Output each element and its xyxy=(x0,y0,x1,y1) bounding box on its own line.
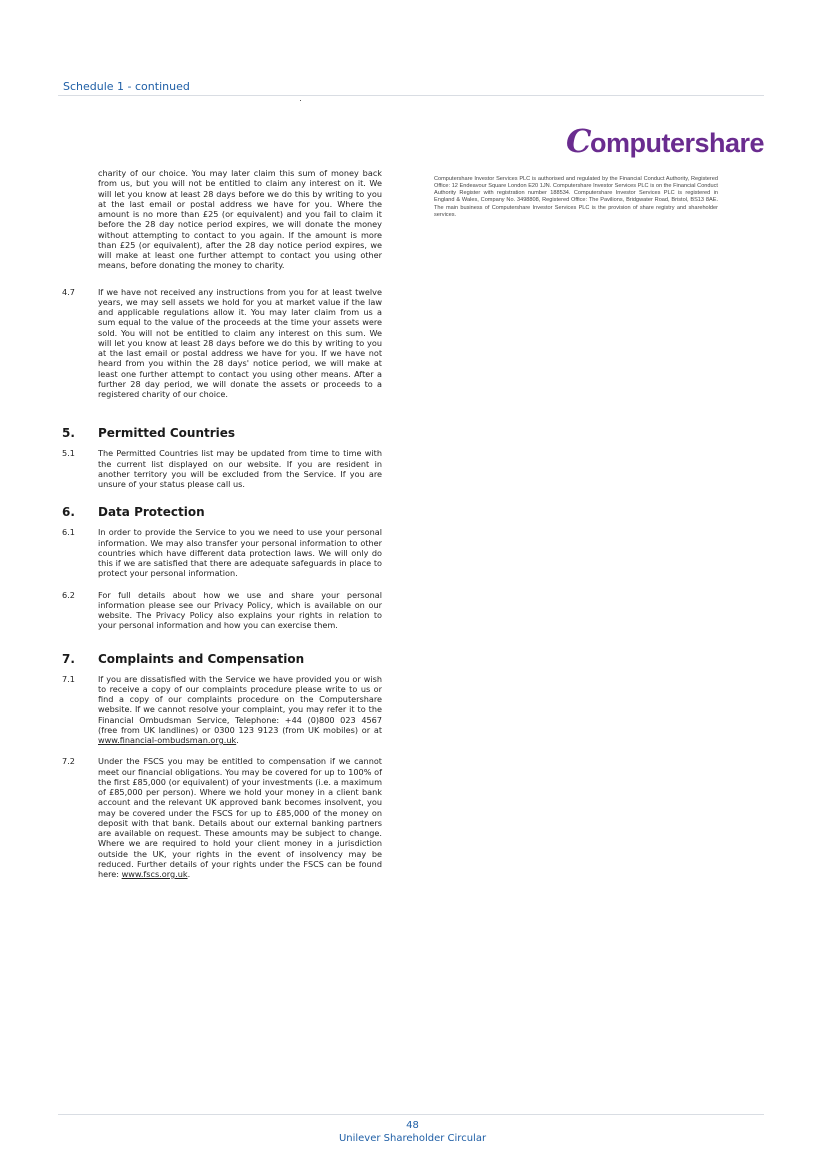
clause-number: 7.2 xyxy=(62,756,75,767)
clause-7-1 xyxy=(62,674,382,746)
clause-6-2 xyxy=(62,590,382,631)
logo-initial: C xyxy=(566,122,591,160)
section-5-heading xyxy=(62,426,382,440)
clause-body: Under the FSCS you may be entitled to compensation if we cannot meet our financial obligations. You may be covered for up to 100% of the first £85,000 (or equivalent) of your investments (i.e. a maximum of £85,000 per person). Where we hold your money in a client bank account and the relevant UK approved bank becomes insolvent, you may be covered under the FSCS for up to £85,000 of the money on deposit with that bank. Details about our external banking partners are available on request. These amounts may be subject to change. Where we are required to hold your client money in a jurisdiction outside the UK, your rights in the event of insolvency may be reduced. Further details of your rights under the FSCS can be found here: xyxy=(98,756,382,879)
section-number: 7. xyxy=(62,651,75,666)
footer-divider xyxy=(58,1114,764,1115)
computershare-logo xyxy=(566,122,764,160)
page-number: 48 xyxy=(406,1120,419,1131)
fscs-link[interactable]: www.fscs.org.uk xyxy=(121,869,188,879)
clause-number: 5.1 xyxy=(62,448,75,459)
clause-text: For full details about how we use and share your personal information please see our Privacy Policy, which is available on our website. The Privacy Policy also explains your rights in relation to your personal information and how you can exercise them. xyxy=(98,589,382,631)
section-title: Data Protection xyxy=(98,505,205,520)
clause-number: 4.7 xyxy=(62,286,75,297)
clause-number: 6.1 xyxy=(62,527,75,538)
clause-text: In order to provide the Service to you we need to use your personal information. We may also transfer your personal information to other countries which have different data protection laws. We will only do this if we are satisfied that there are adequate safeguards in place to protect your personal information. xyxy=(98,527,382,579)
clause-text xyxy=(98,674,382,746)
clause-number: 6.2 xyxy=(62,589,75,600)
clause-7-2 xyxy=(62,756,382,879)
logo-wordmark: omputershare xyxy=(589,128,765,158)
terms-column xyxy=(62,168,382,879)
clause-body: If you are dissatisfied with the Service we have provided you or wish to receive a copy of our complaints procedure please write to us or find a copy of our complaints procedure on the Computershare website. If we cannot resolve your complaint, you may refer it to the Financial Ombudsman Service, Telephone: +44 (0)800 023 4567 (free from UK landlines) or 0300 123 9123 (from UK mobiles) or at xyxy=(98,673,382,735)
running-head: Schedule 1 - continued xyxy=(63,80,190,93)
clause-4-7 xyxy=(62,287,382,400)
clause-text: If we have not received any instructions from you for at least twelve years, we may sell assets we hold for you at market value if the law and applicable regulations allow it. You may later claim from us a sum equal to the value of the proceeds at the time your assets were sold. You will not be entitled to claim any interest on this sum. We will let you know at least 28 days before we do this by writing to you at the last email or postal address we have for you. If we have not heard from you within the 28 days' notice period, we will make at least one further attempt to contact you using other means. After a further 28 day period, we will donate the assets or proceeds to a registered charity of our choice. xyxy=(98,286,382,399)
financial-ombudsman-link[interactable]: www.financial-ombudsman.org.uk xyxy=(98,735,237,745)
stray-dot xyxy=(300,100,301,101)
header-divider xyxy=(58,95,764,96)
clause-6-1 xyxy=(62,527,382,578)
section-title: Complaints and Compensation xyxy=(98,651,305,666)
clause-text: The Permitted Countries list may be updated from time to time with the current list displayed on our website. If you are resident in another territory you will be excluded from the Service. If you are unsure of your status please call us. xyxy=(98,448,382,489)
clause-text xyxy=(98,756,382,879)
clause-end: . xyxy=(236,735,239,745)
section-number: 6. xyxy=(62,505,75,520)
regulatory-notice: Computershare Investor Services PLC is authorised and regulated by the Financial Conduct Authority, Registered Office: 12 Endeavour Square London E20 1JN. Computershare Investor Services PLC is on the Financial Conduct Authority Register with registration number 188534. Computershare Investor Services PLC is registered in England & Wales, Company No. 3498808, Registered Office: The Pavilions, Bridgwater Road, Bristol, BS13 8AE. The main business of Computershare Investor Services PLC is the provision of share registry and shareholder services. xyxy=(434,175,718,219)
section-7-heading xyxy=(62,652,382,666)
clause-end: . xyxy=(187,869,191,879)
continued-paragraph: charity of our choice. You may later claim this sum of money back from us, but you will not be entitled to claim any interest on it. We will let you know at least 28 days before we do this by writing to you at the last email or postal address we have for you. Where the amount is no more than £25 (or equivalent) and you fail to claim it before the 28 day notice period expires, we will donate the money without attempting to contact to you again. If the amount is more than £25 (or equivalent), after the 28 day notice period expires, we will make at least one further attempt to contact you using other means, before donating the money to charity. xyxy=(98,168,382,271)
clause-number: 7.1 xyxy=(62,673,75,684)
section-number: 5. xyxy=(62,426,75,441)
clause-5-1 xyxy=(62,448,382,489)
section-6-heading xyxy=(62,505,382,519)
document-title: Unilever Shareholder Circular xyxy=(338,1133,487,1144)
section-title: Permitted Countries xyxy=(98,426,236,441)
